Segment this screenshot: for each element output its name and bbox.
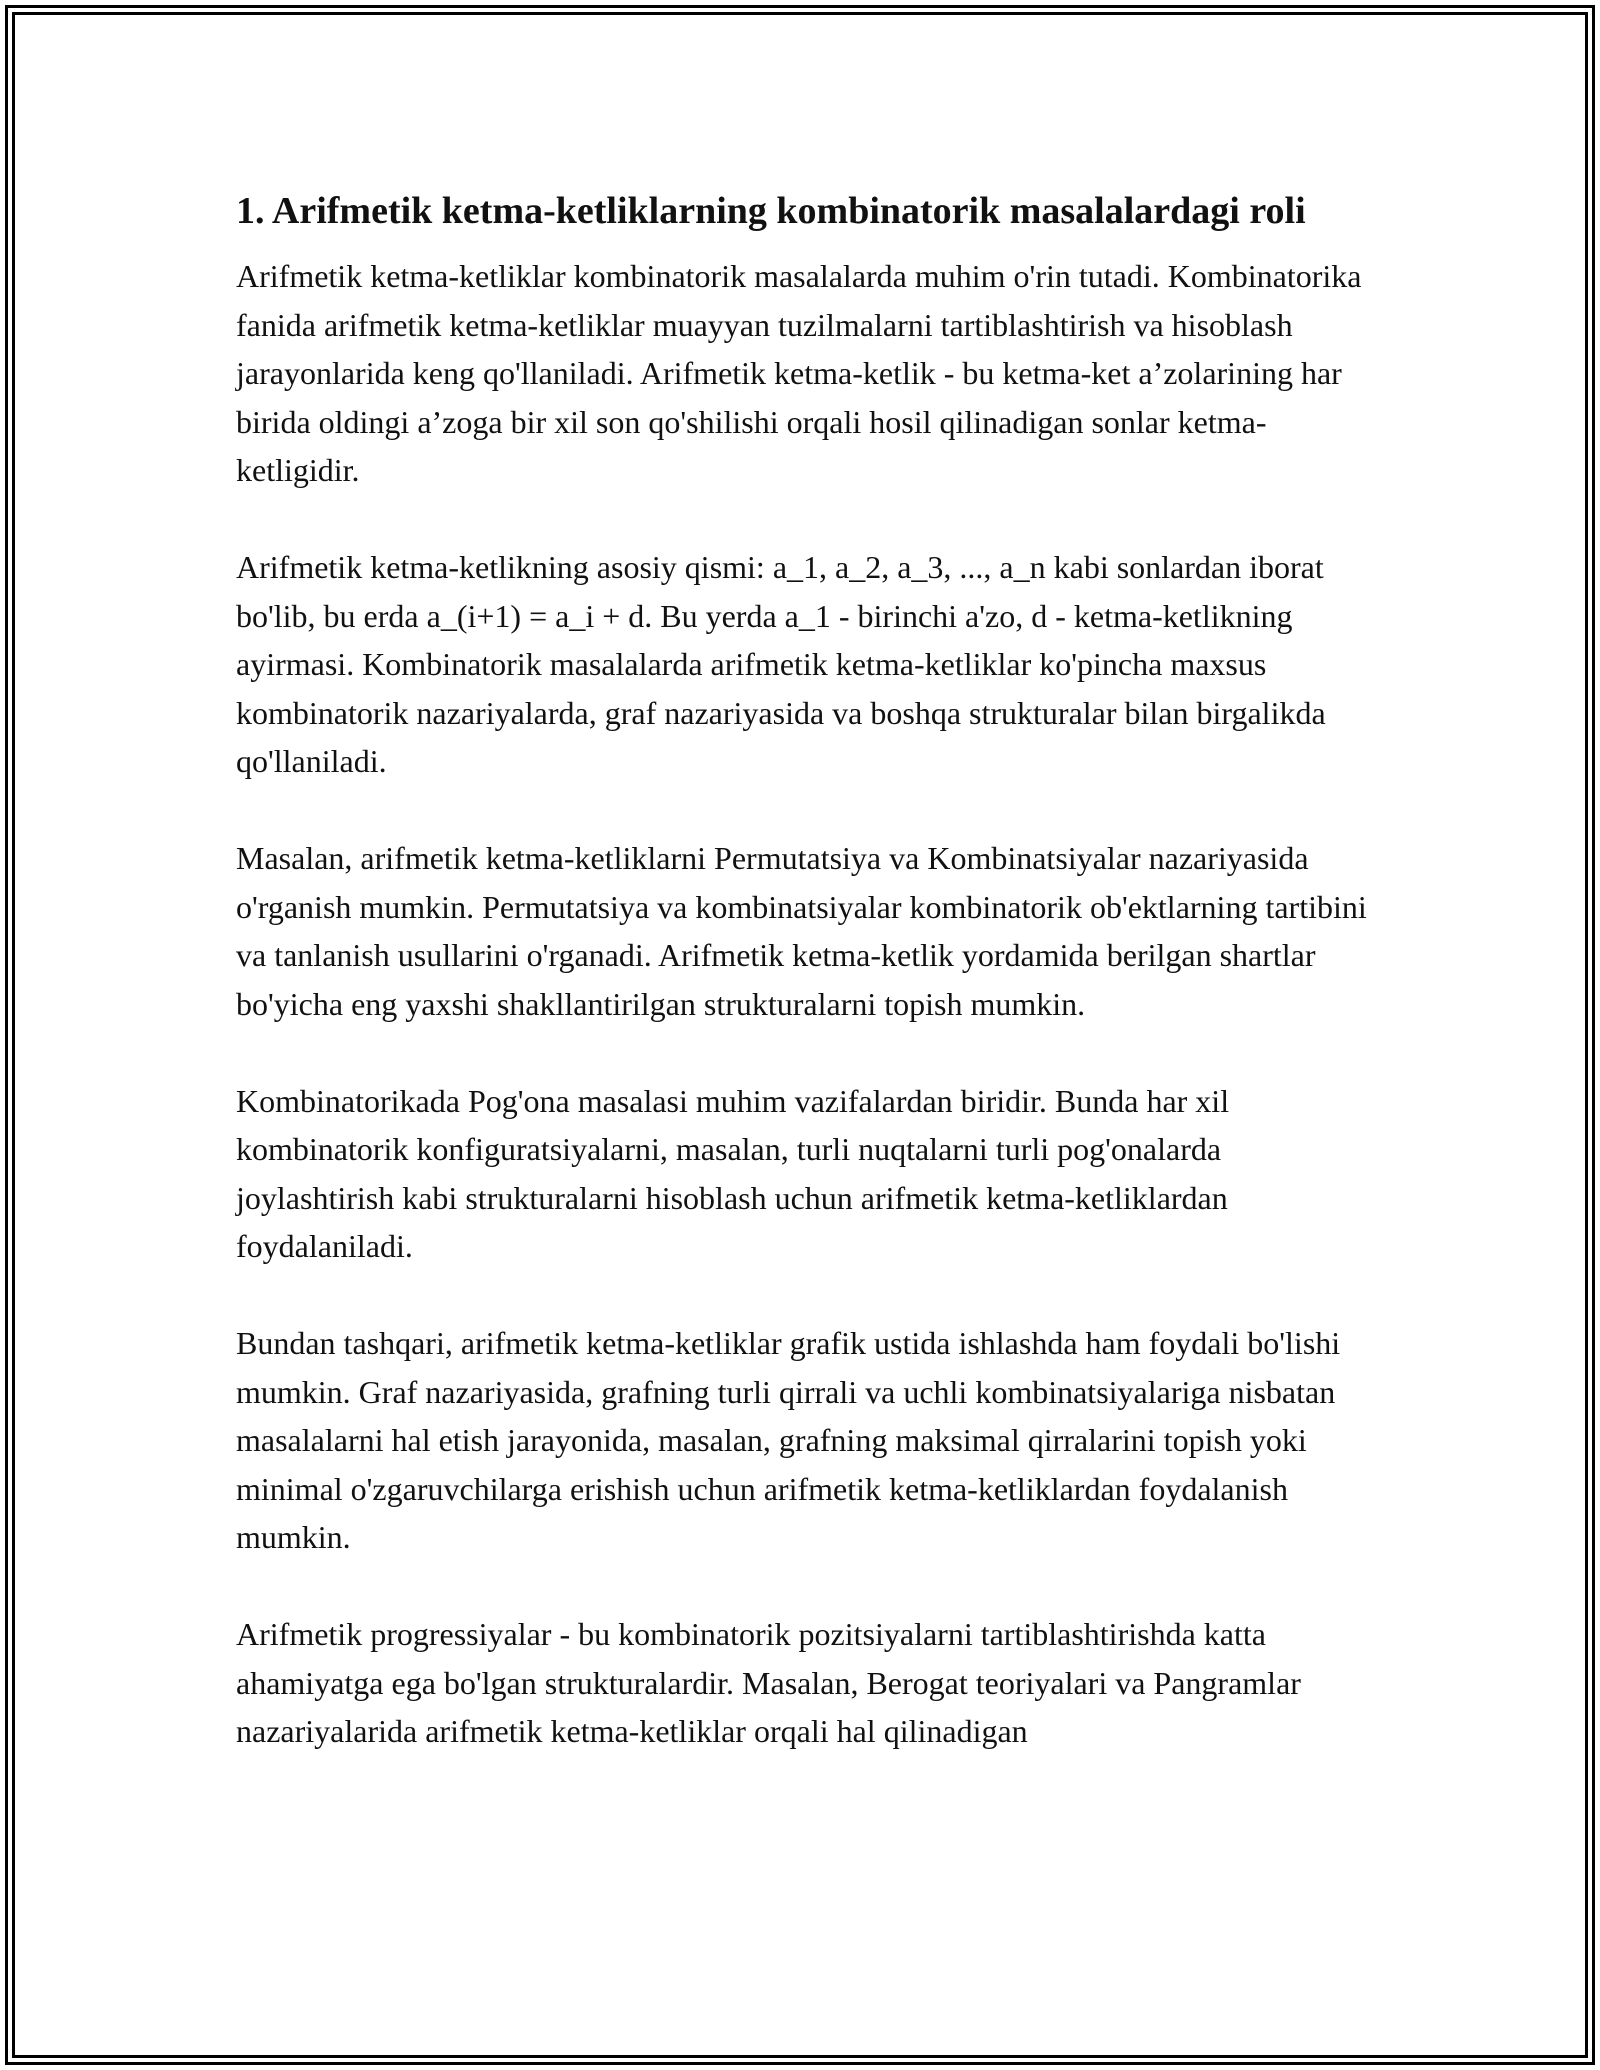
section-heading: 1. Arifmetik ketma-ketliklarning kombinatorik masalalardagi roli	[236, 190, 1306, 232]
document-body	[236, 184, 1371, 1804]
paragraph-3: Masalan, arifmetik ketma-ketliklarni Permutatsiya va Kombinatsiyalar nazariyasida o'rganish mumkin. Permutatsiya va kombinatsiyalar kombinatorik ob'ektlarning tartibini va tanlanish usullarini o'rganadi. Arifmetik ketma-ketlik yordamida berilgan shartlar bo'yicha eng yaxshi shakllantirilgan strukturalarni topish mumkin.	[236, 840, 1367, 1022]
paragraph-4: Kombinatorikada Pog'ona masalasi muhim vazifalardan biridir. Bunda har xil kombinatorik konfiguratsiyalarni, masalan, turli nuqtalarni turli pog'onalarda joylashtirish kabi strukturalarni hisoblash uchun arifmetik ketma-ketliklardan foydalaniladi.	[236, 1082, 1230, 1264]
paragraph-1: Arifmetik ketma-ketliklar kombinatorik masalalarda muhim o'rin tutadi. Kombinatorika fanida arifmetik ketma-ketliklar muayyan tuzilmalarni tartiblashtirish va hisoblash jarayonlarida keng qo'llaniladi. Arifmetik ketma-ketlik - bu ketma-ket a’zolarining har birida oldingi a’zoga bir xil son qo'shilishi orqali hosil qilinadigan sonlar ketma-ketligidir.	[236, 258, 1362, 488]
paragraph-5: Bundan tashqari, arifmetik ketma-ketliklar grafik ustida ishlashda ham foydali bo'lishi mumkin. Graf nazariyasida, grafning turli qirrali va uchli kombinatsiyalariga nisbatan masalalarni hal etish jarayonida, masalan, grafning maksimal qirralarini topish yoki minimal o'zgaruvchilarga erishish uchun arifmetik ketma-ketliklardan foydalanish mumkin.	[236, 1325, 1341, 1555]
paragraph-2: Arifmetik ketma-ketlikning asosiy qismi: a_1, a_2, a_3, ..., a_n kabi sonlardan iborat bo'lib, bu erda a_(i+1) = a_i + d. Bu yerda a_1 - birinchi a'zo, d - ketma-ketlikning ayirmasi. Kombinatorik masalalarda arifmetik ketma-ketliklar ko'pincha maxsus kombinatorik nazariyalarda, graf nazariyasida va boshqa strukturalar bilan birgalikda qo'llaniladi.	[236, 549, 1326, 779]
paragraph-6: Arifmetik progressiyalar - bu kombinatorik pozitsiyalarni tartiblashtirishda katta ahamiyatga ega bo'lgan strukturalardir. Masalan, Berogat teoriyalari va Pangramlar nazariyalarida arifmetik ketma-ketliklar orqali hal qilinadigan	[236, 1616, 1301, 1749]
